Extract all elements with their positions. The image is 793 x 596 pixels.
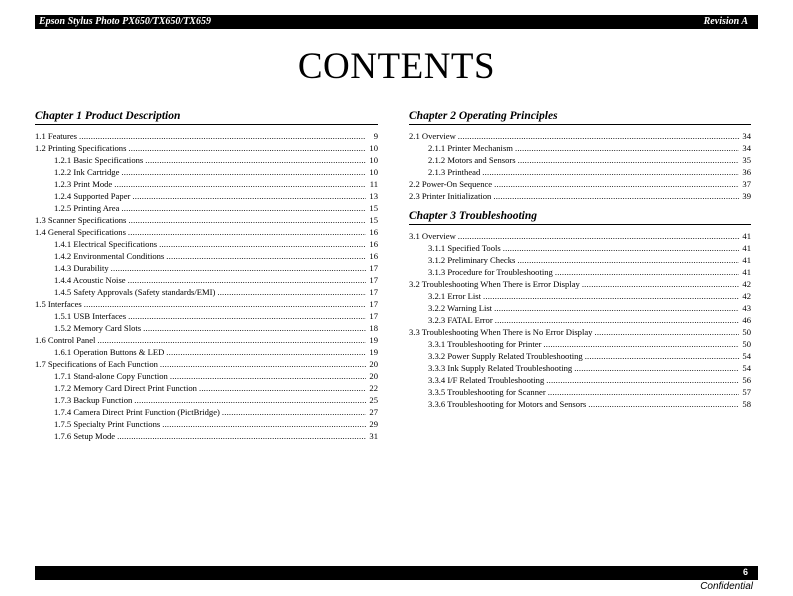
toc-entry-page: 13 <box>369 191 378 201</box>
toc-entry-label: 3.2 Troubleshooting When There is Error Display <box>409 279 580 289</box>
toc-entry-label: 1.1 Features <box>35 131 78 141</box>
toc-entry[interactable] <box>35 418 378 430</box>
toc-leader-dots <box>555 266 739 278</box>
toc-entry-label: 1.2.2 Ink Cartridge <box>54 167 120 177</box>
toc-entry-label: 1.6.1 Operation Buttons & LED <box>54 347 165 357</box>
toc-entry-label: 1.4.3 Durability <box>54 263 109 273</box>
toc-entry-label: 1.4.1 Electrical Specifications <box>54 239 158 249</box>
toc-entry[interactable] <box>35 298 378 310</box>
toc-entry[interactable] <box>409 362 751 374</box>
toc-entry-label: 2.3 Printer Initialization <box>409 191 492 201</box>
toc-leader-dots <box>117 430 366 442</box>
toc-entry-label: 3.3.3 Ink Supply Related Troubleshooting <box>428 363 573 373</box>
toc-entry[interactable] <box>35 394 378 406</box>
toc-entry[interactable] <box>35 238 378 250</box>
chapter1-heading: Chapter 1 Product Description <box>35 109 378 125</box>
toc-entry[interactable] <box>409 166 751 178</box>
toc-entry-page: 41 <box>742 267 751 277</box>
toc-leader-dots <box>166 346 366 358</box>
toc-entry-label: 3.2.2 Warning List <box>428 303 493 313</box>
toc-leader-dots <box>493 190 739 202</box>
toc-leader-dots <box>134 394 366 406</box>
toc-entry[interactable] <box>409 230 751 242</box>
toc-entry-label: 1.3 Scanner Specifications <box>35 215 127 225</box>
toc-entry[interactable] <box>35 214 378 226</box>
toc-entry-label: 2.1.2 Motors and Sensors <box>428 155 516 165</box>
toc-entry[interactable] <box>409 242 751 254</box>
toc-leader-dots <box>594 326 739 338</box>
toc-entry-page: 27 <box>369 407 378 417</box>
toc-leader-dots <box>128 214 366 226</box>
toc-entry-page: 56 <box>742 375 751 385</box>
toc-entry-page: 37 <box>742 179 751 189</box>
toc-leader-dots <box>170 370 366 382</box>
toc-entry-page: 17 <box>369 299 378 309</box>
toc-entry[interactable] <box>35 334 378 346</box>
toc-entry[interactable] <box>409 278 751 290</box>
toc-entry-label: 3.3 Troubleshooting When There is No Error Display <box>409 327 593 337</box>
toc-entry-page: 10 <box>369 167 378 177</box>
toc-right-column <box>409 109 751 410</box>
toc-leader-dots <box>145 154 366 166</box>
toc-leader-dots <box>128 274 366 286</box>
toc-entry-page: 46 <box>742 315 751 325</box>
toc-entry-label: 2.1.3 Printhead <box>428 167 481 177</box>
toc-leader-dots <box>483 290 739 302</box>
toc-entry-label: 1.4.2 Environmental Conditions <box>54 251 165 261</box>
header-model: Epson Stylus Photo PX650/TX650/TX659 <box>39 16 211 27</box>
toc-entry[interactable] <box>35 370 378 382</box>
toc-leader-dots <box>222 406 366 418</box>
toc-leader-dots <box>132 190 366 202</box>
toc-leader-dots <box>495 314 739 326</box>
toc-entry-page: 43 <box>742 303 751 313</box>
toc-entry[interactable] <box>409 386 751 398</box>
toc-entry-page: 18 <box>369 323 378 333</box>
toc-entry-page: 16 <box>369 227 378 237</box>
toc-leader-dots <box>458 230 739 242</box>
toc-entry-label: 1.7.2 Memory Card Direct Print Function <box>54 383 197 393</box>
chapter2-heading: Chapter 2 Operating Principles <box>409 109 751 125</box>
toc-entry-page: 16 <box>369 251 378 261</box>
toc-entry[interactable] <box>35 274 378 286</box>
toc-entry-label: 3.1.1 Specified Tools <box>428 243 501 253</box>
toc-entry[interactable] <box>35 178 378 190</box>
toc-entry-page: 39 <box>742 191 751 201</box>
toc-entry[interactable] <box>35 310 378 322</box>
toc-entry-page: 35 <box>742 155 751 165</box>
toc-leader-dots <box>166 250 366 262</box>
toc-entry-label: 1.2.1 Basic Specifications <box>54 155 144 165</box>
toc-leader-dots <box>128 226 366 238</box>
toc-entry-label: 3.3.1 Troubleshooting for Printer <box>428 339 542 349</box>
toc-entry-label: 3.1 Overview <box>409 231 456 241</box>
page-title: CONTENTS <box>297 46 496 87</box>
toc-entry-label: 3.2.3 FATAL Error <box>428 315 493 325</box>
toc-entry-page: 36 <box>742 167 751 177</box>
toc-entry[interactable] <box>409 130 751 142</box>
toc-entry-label: 2.1 Overview <box>409 131 456 141</box>
toc-entry-label: 2.2 Power-On Sequence <box>409 179 493 189</box>
toc-leader-dots <box>585 350 739 362</box>
toc-leader-dots <box>458 130 739 142</box>
toc-entry-label: 1.7.1 Stand-alone Copy Function <box>54 371 168 381</box>
toc-entry-page: 10 <box>369 143 378 153</box>
toc-entry-page: 25 <box>369 395 378 405</box>
toc-entry[interactable] <box>409 154 751 166</box>
toc-entry-label: 1.5.2 Memory Card Slots <box>54 323 142 333</box>
toc-entry-page: 41 <box>742 243 751 253</box>
toc-entry[interactable] <box>409 302 751 314</box>
toc-entry-page: 31 <box>369 431 378 441</box>
toc-entry-page: 17 <box>369 263 378 273</box>
toc-leader-dots <box>162 418 366 430</box>
toc-entry-label: 1.7.5 Specialty Print Functions <box>54 419 161 429</box>
footer-bar <box>35 566 758 580</box>
toc-entry-label: 1.7.3 Backup Function <box>54 395 133 405</box>
toc-entry[interactable] <box>35 250 378 262</box>
toc-leader-dots <box>518 154 739 166</box>
toc-entry-page: 34 <box>742 131 751 141</box>
toc-entry-page: 57 <box>742 387 751 397</box>
chapter1-toc <box>35 130 378 442</box>
toc-entry-label: 3.1.3 Procedure for Troubleshooting <box>428 267 553 277</box>
toc-leader-dots <box>114 178 366 190</box>
toc-leader-dots <box>517 254 739 266</box>
toc-entry-label: 1.2.5 Printing Area <box>54 203 120 213</box>
toc-leader-dots <box>548 386 739 398</box>
toc-entry[interactable] <box>35 154 378 166</box>
toc-entry-label: 1.7.4 Camera Direct Print Function (PictBridge) <box>54 407 220 417</box>
toc-leader-dots <box>159 238 366 250</box>
toc-leader-dots <box>128 142 366 154</box>
toc-entry-page: 50 <box>742 339 751 349</box>
toc-entry[interactable] <box>409 254 751 266</box>
toc-entry-label: 1.2.4 Supported Paper <box>54 191 131 201</box>
toc-entry[interactable] <box>35 286 378 298</box>
toc-entry-page: 19 <box>369 335 378 345</box>
toc-entry-page: 42 <box>742 291 751 301</box>
toc-entry[interactable] <box>35 262 378 274</box>
toc-entry-page: 19 <box>369 347 378 357</box>
toc-entry[interactable] <box>35 166 378 178</box>
toc-entry-page: 9 <box>373 131 378 141</box>
toc-entry-page: 29 <box>369 419 378 429</box>
toc-leader-dots <box>546 374 739 386</box>
toc-entry-page: 54 <box>742 351 751 361</box>
toc-leader-dots <box>494 302 739 314</box>
toc-leader-dots <box>582 278 739 290</box>
toc-entry-page: 41 <box>742 255 751 265</box>
toc-entry-page: 20 <box>369 371 378 381</box>
chapter3-heading: Chapter 3 Troubleshooting <box>409 209 751 225</box>
toc-entry[interactable] <box>409 190 751 202</box>
toc-entry[interactable] <box>35 346 378 358</box>
toc-entry[interactable] <box>35 322 378 334</box>
toc-entry-page: 41 <box>742 231 751 241</box>
toc-leader-dots <box>199 382 366 394</box>
toc-entry[interactable] <box>409 398 751 410</box>
toc-entry-page: 34 <box>742 143 751 153</box>
toc-entry[interactable] <box>35 130 378 142</box>
toc-entry[interactable] <box>409 314 751 326</box>
toc-entry[interactable] <box>35 430 378 442</box>
toc-leader-dots <box>97 334 366 346</box>
toc-entry[interactable] <box>409 142 751 154</box>
toc-entry[interactable] <box>409 266 751 278</box>
toc-entry-label: 3.2.1 Error List <box>428 291 481 301</box>
toc-entry-page: 11 <box>369 179 378 189</box>
toc-entry-label: 1.4 General Specifications <box>35 227 126 237</box>
toc-entry-label: 3.3.2 Power Supply Related Troubleshooting <box>428 351 583 361</box>
toc-leader-dots <box>121 166 366 178</box>
toc-entry-label: 1.4.5 Safety Approvals (Safety standards/EMI) <box>54 287 216 297</box>
toc-entry-label: 3.1.2 Preliminary Checks <box>428 255 516 265</box>
toc-entry-label: 1.7 Specifications of Each Function <box>35 359 158 369</box>
header-revision: Revision A <box>703 16 748 27</box>
toc-entry-label: 2.1.1 Printer Mechanism <box>428 143 513 153</box>
toc-left-column <box>35 109 378 442</box>
toc-entry[interactable] <box>409 290 751 302</box>
toc-entry-page: 54 <box>742 363 751 373</box>
toc-entry-page: 20 <box>369 359 378 369</box>
toc-entry-label: 1.4.4 Acoustic Noise <box>54 275 126 285</box>
toc-entry-page: 17 <box>369 311 378 321</box>
toc-entry-label: 3.3.6 Troubleshooting for Motors and Sensors <box>428 399 587 409</box>
toc-entry-label: 3.3.4 I/F Related Troubleshooting <box>428 375 545 385</box>
toc-leader-dots <box>574 362 739 374</box>
toc-entry-label: 1.5.1 USB Interfaces <box>54 311 127 321</box>
toc-entry-label: 1.2.3 Print Mode <box>54 179 113 189</box>
toc-leader-dots <box>121 202 366 214</box>
chapter3-toc <box>409 230 751 410</box>
toc-entry-page: 17 <box>369 287 378 297</box>
toc-entry[interactable] <box>35 358 378 370</box>
toc-entry-page: 10 <box>369 155 378 165</box>
toc-entry[interactable] <box>35 142 378 154</box>
toc-entry[interactable] <box>35 202 378 214</box>
toc-leader-dots <box>160 358 366 370</box>
toc-entry-label: 1.6 Control Panel <box>35 335 96 345</box>
toc-entry-label: 1.5 Interfaces <box>35 299 82 309</box>
toc-leader-dots <box>79 130 366 142</box>
header-bar <box>35 15 758 29</box>
toc-entry-page: 58 <box>742 399 751 409</box>
toc-entry[interactable] <box>35 226 378 238</box>
page-number: 6 <box>742 567 748 577</box>
toc-entry-label: 1.2 Printing Specifications <box>35 143 127 153</box>
chapter2-toc <box>409 130 751 202</box>
toc-leader-dots <box>143 322 366 334</box>
toc-leader-dots <box>217 286 366 298</box>
toc-leader-dots <box>515 142 739 154</box>
toc-entry[interactable] <box>35 382 378 394</box>
toc-entry[interactable] <box>409 178 751 190</box>
toc-leader-dots <box>111 262 366 274</box>
toc-entry-page: 16 <box>369 239 378 249</box>
toc-entry-page: 15 <box>369 215 378 225</box>
toc-entry-page: 42 <box>742 279 751 289</box>
toc-leader-dots <box>503 242 739 254</box>
toc-entry[interactable] <box>35 406 378 418</box>
toc-entry[interactable] <box>35 190 378 202</box>
toc-entry-label: 3.3.5 Troubleshooting for Scanner <box>428 387 546 397</box>
toc-entry[interactable] <box>409 374 751 386</box>
toc-leader-dots <box>543 338 739 350</box>
toc-entry-page: 15 <box>369 203 378 213</box>
toc-leader-dots <box>482 166 739 178</box>
toc-entry[interactable] <box>409 338 751 350</box>
confidential-label: Confidential <box>700 581 753 592</box>
toc-leader-dots <box>588 398 739 410</box>
toc-leader-dots <box>494 178 739 190</box>
toc-entry-page: 22 <box>369 383 378 393</box>
toc-entry-label: 1.7.6 Setup Mode <box>54 431 116 441</box>
toc-entry-page: 50 <box>742 327 751 337</box>
toc-entry[interactable] <box>409 326 751 338</box>
toc-entry-page: 17 <box>369 275 378 285</box>
toc-leader-dots <box>84 298 366 310</box>
toc-entry[interactable] <box>409 350 751 362</box>
toc-leader-dots <box>128 310 366 322</box>
